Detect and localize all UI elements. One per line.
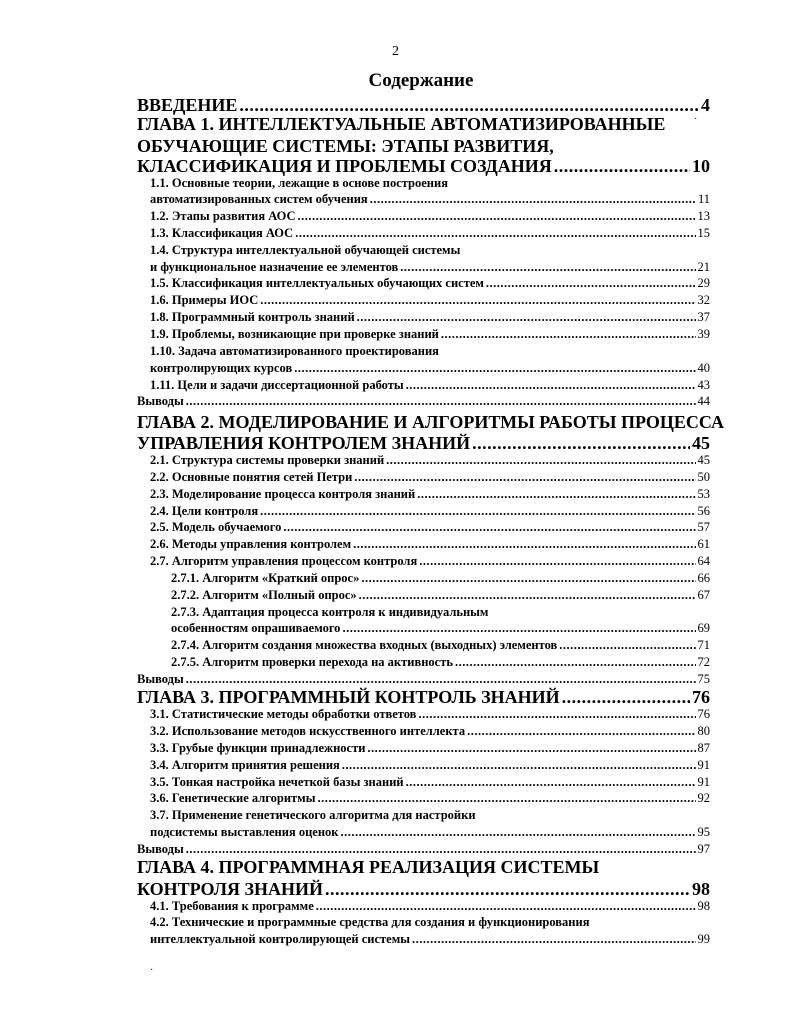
toc-entry [137, 673, 710, 686]
toc-entry [171, 589, 710, 602]
toc-dot-leader [260, 505, 695, 518]
toc-entry [137, 843, 710, 856]
toc-entry-title: 1.6. Примеры ИОС [150, 293, 259, 307]
toc-entry-page: 57 [697, 520, 710, 534]
toc-entry-page: 45 [692, 433, 710, 453]
toc-entry-title: 3.6. Генетические алгоритмы [150, 791, 316, 805]
toc-dot-leader [186, 673, 696, 686]
toc-dot-leader [342, 759, 696, 772]
toc-entry-title: интеллектуальной контролирующей системы [150, 932, 411, 946]
toc-entry-title: УПРАВЛЕНИЯ КОНТРОЛЕМ ЗНАНИЙ [137, 433, 471, 453]
toc-entry-title: 2.5. Модель обучаемого [150, 520, 282, 534]
toc-dot-leader [325, 880, 690, 898]
toc-dot-leader [554, 157, 690, 175]
toc-entry-page: 91 [697, 758, 710, 772]
toc-entry-title: 1.10. Задача автоматизированного проектирования [150, 344, 439, 358]
toc-dot-leader [406, 776, 696, 789]
toc-entry [171, 639, 710, 652]
toc-entry-page: 69 [697, 621, 710, 635]
toc-entry [150, 933, 710, 946]
toc-entry [171, 622, 710, 635]
toc-entry [150, 538, 710, 551]
toc-entry [171, 606, 488, 619]
toc-dot-leader [412, 933, 695, 946]
toc-dot-leader [467, 725, 695, 738]
toc-entry-title: 1.4. Структура интеллектуальной обучающей системы [150, 243, 461, 257]
toc-entry [150, 345, 439, 358]
toc-entry-title: 3.2. Использование методов искусственного интеллекта [150, 724, 466, 738]
toc-entry-title: 1.1. Основные теории, лежащие в основе построения [150, 176, 448, 190]
toc-entry-title: 3.7. Применение генетического алгоритма для настройки [150, 808, 476, 822]
toc-entry-page: 64 [697, 554, 710, 568]
toc-dot-leader [367, 742, 695, 755]
toc-entry-page: 45 [697, 453, 710, 467]
scan-mark: · [694, 114, 698, 125]
toc-dot-leader [562, 688, 690, 706]
toc-entry [150, 362, 710, 375]
toc-dot-leader [361, 572, 695, 585]
toc-dot-leader [295, 227, 695, 240]
toc-entry-title: 1.11. Цели и задачи диссертационной работы [150, 378, 404, 392]
toc-dot-leader [186, 395, 696, 408]
toc-dot-leader [406, 379, 696, 392]
toc-entry-title: 1.9. Проблемы, возникающие при проверке знаний [150, 327, 439, 341]
toc-entry [171, 656, 710, 669]
toc-entry-page: 75 [697, 672, 710, 686]
toc-dot-leader [417, 488, 695, 501]
toc-entry [150, 826, 710, 839]
toc-entry-page: 99 [697, 932, 710, 946]
toc-entry-page: 91 [697, 775, 710, 789]
toc-entry-title: 1.8. Программный контроль знаний [150, 310, 355, 324]
toc-entry [150, 916, 589, 929]
toc-entry-page: 39 [697, 327, 710, 341]
toc-entry-title: 1.5. Классификация интеллектуальных обучающих систем [150, 276, 484, 290]
toc-entry-title: Выводы [137, 672, 184, 686]
toc-entry-title: 2.7.1. Алгоритм «Краткий опрос» [171, 571, 360, 585]
toc-entry [150, 776, 710, 789]
toc-entry-page: 98 [697, 899, 710, 913]
page-number: 2 [392, 44, 399, 59]
toc-entry [150, 328, 710, 341]
toc-entry-title: ГЛАВА 1. ИНТЕЛЛЕКТУАЛЬНЫЕ АВТОМАТИЗИРОВАННЫЕ [137, 114, 666, 134]
toc-dot-leader [298, 210, 696, 223]
toc-entry [150, 900, 710, 913]
toc-dot-leader [418, 708, 695, 721]
toc-dot-leader [317, 792, 695, 805]
toc-entry-page: 40 [697, 361, 710, 375]
toc-entry-title: 2.6. Методы управления контролем [150, 537, 352, 551]
toc-dot-leader [359, 589, 696, 602]
toc-dot-leader [441, 328, 696, 341]
toc-entry-title: 2.2. Основные понятия сетей Петри [150, 470, 353, 484]
toc-dot-leader [316, 900, 696, 913]
toc-entry-title: подсистемы выставления оценок [150, 825, 339, 839]
toc-entry-title: ГЛАВА 3. ПРОГРАММНЫЙ КОНТРОЛЬ ЗНАНИЙ [137, 687, 560, 707]
toc-entry [150, 471, 710, 484]
toc-entry [150, 809, 476, 822]
toc-entry [137, 395, 710, 408]
toc-entry-page: 92 [697, 791, 710, 805]
toc-entry-page: 37 [697, 310, 710, 324]
toc-dot-leader [486, 277, 696, 290]
toc-dot-leader [357, 311, 696, 324]
toc-dot-leader [239, 96, 699, 114]
toc-entry-page: 13 [697, 209, 710, 223]
toc-entry-title: 3.5. Тонкая настройка нечеткой базы знаний [150, 775, 404, 789]
toc-entry-title: 2.7.2. Алгоритм «Полный опрос» [171, 588, 357, 602]
toc-dot-leader [419, 555, 695, 568]
toc-dot-leader [283, 521, 695, 534]
toc-dot-leader [354, 471, 695, 484]
toc-entry-page: 71 [697, 638, 710, 652]
toc-entry [150, 708, 710, 721]
toc-entry [150, 261, 710, 274]
toc-entry-title: ГЛАВА 4. ПРОГРАММНАЯ РЕАЛИЗАЦИЯ СИСТЕМЫ [137, 857, 600, 877]
toc-entry-title: 2.3. Моделирование процесса контроля знаний [150, 487, 416, 501]
toc-entry-page: 50 [697, 470, 710, 484]
toc-entry [137, 96, 710, 114]
toc-entry-page: 67 [697, 588, 710, 602]
page-title: Содержание [368, 70, 474, 91]
toc-entry [150, 725, 710, 738]
toc-entry-page: 4 [701, 95, 710, 115]
toc-dot-leader [260, 294, 695, 307]
toc-entry [137, 880, 710, 898]
toc-entry-page: 56 [697, 504, 710, 518]
toc-entry-page: 87 [697, 741, 710, 755]
toc-entry-title: 2.7.3. Адаптация процесса контроля к индивидуальным [171, 605, 489, 619]
toc-entry-page: 32 [697, 293, 710, 307]
toc-entry-title: ВВЕДЕНИЕ [137, 95, 238, 115]
toc-entry-title: 4.1. Требования к программе [150, 899, 314, 913]
toc-entry-title: Выводы [137, 394, 184, 408]
toc-dot-leader [386, 454, 695, 467]
toc-entry [137, 858, 599, 876]
toc-entry-page: 44 [697, 394, 710, 408]
toc-entry-title: Выводы [137, 842, 184, 856]
toc-entry-page: 80 [697, 724, 710, 738]
toc-entry [150, 521, 710, 534]
toc-entry [150, 792, 710, 805]
toc-entry-title: ОБУЧАЮЩИЕ СИСТЕМЫ: ЭТАПЫ РАЗВИТИЯ, [137, 136, 554, 156]
toc-entry [150, 244, 460, 257]
toc-entry [137, 137, 554, 155]
toc-entry-title: 2.7.4. Алгоритм создания множества входных (выходных) элементов [171, 638, 558, 652]
toc-entry-title: 3.4. Алгоритм принятия решения [150, 758, 340, 772]
toc-dot-leader [342, 622, 695, 635]
toc-dot-leader [353, 538, 695, 551]
toc-entry-title: и функциональное назначение ее элементов [150, 260, 399, 274]
toc-dot-leader [370, 193, 696, 206]
toc-dot-leader [559, 639, 695, 652]
toc-entry [150, 277, 710, 290]
toc-entry-page: 98 [692, 879, 710, 899]
toc-entry [137, 413, 724, 431]
toc-entry [137, 434, 710, 452]
toc-entry-page: 76 [697, 707, 710, 721]
toc-entry [150, 759, 710, 772]
toc-dot-leader [294, 362, 695, 375]
toc-entry [150, 488, 710, 501]
toc-entry-page: 53 [697, 487, 710, 501]
toc-entry-page: 15 [697, 226, 710, 240]
toc-entry [137, 157, 710, 175]
toc-entry [150, 177, 448, 190]
toc-entry-page: 97 [697, 842, 710, 856]
toc-dot-leader [472, 434, 690, 452]
toc-entry [150, 454, 710, 467]
toc-entry [171, 572, 710, 585]
toc-entry-title: 4.2. Технические и программные средства для создания и функционирования [150, 915, 590, 929]
toc-entry [150, 505, 710, 518]
toc-dot-leader [455, 656, 696, 669]
toc-entry-page: 11 [697, 192, 710, 206]
toc-entry [150, 742, 710, 755]
toc-entry-title: КЛАССИФИКАЦИЯ И ПРОБЛЕМЫ СОЗДАНИЯ [137, 156, 552, 176]
toc-entry-title: автоматизированных систем обучения [150, 192, 368, 206]
toc-entry-title: 3.3. Грубые функции принадлежности [150, 741, 366, 755]
toc-entry-page: 29 [697, 276, 710, 290]
toc-entry [150, 379, 710, 392]
toc-entry-title: 2.4. Цели контроля [150, 504, 259, 518]
toc-entry-title: 2.7.5. Алгоритм проверки перехода на активность [171, 655, 453, 669]
toc-dot-leader [186, 843, 696, 856]
toc-entry-title: 1.2. Этапы развития АОС [150, 209, 296, 223]
toc-entry-page: 10 [692, 156, 710, 176]
toc-entry-title: 2.1. Структура системы проверки знаний [150, 453, 385, 467]
toc-entry [137, 115, 665, 133]
toc-entry-title: 2.7. Алгоритм управления процессом контроля [150, 554, 418, 568]
toc-entry [137, 688, 710, 706]
toc-entry [150, 227, 710, 240]
toc-entry-page: 76 [692, 687, 710, 707]
toc-entry-title: контролирующих курсов [150, 361, 293, 375]
toc-entry-title: особенностям опрашиваемого [171, 621, 341, 635]
toc-entry-page: 61 [697, 537, 710, 551]
toc-entry-page: 66 [697, 571, 710, 585]
scan-mark: · [150, 965, 154, 976]
toc-entry-page: 21 [697, 260, 710, 274]
toc-entry-title: 3.1. Статистические методы обработки ответов [150, 707, 417, 721]
toc-entry-title: ГЛАВА 2. МОДЕЛИРОВАНИЕ И АЛГОРИТМЫ РАБОТЫ ПРОЦЕССА [137, 412, 724, 432]
toc-entry [150, 311, 710, 324]
toc-entry [150, 294, 710, 307]
toc-entry-page: 72 [697, 655, 710, 669]
toc-entry [150, 193, 710, 206]
toc-entry-title: КОНТРОЛЯ ЗНАНИЙ [137, 879, 324, 899]
toc-entry [150, 210, 710, 223]
toc-entry-page: 43 [697, 378, 710, 392]
toc-dot-leader [400, 261, 695, 274]
toc-entry [150, 555, 710, 568]
toc-dot-leader [341, 826, 696, 839]
toc-entry-page: 95 [697, 825, 710, 839]
toc-entry-title: 1.3. Классификация АОС [150, 226, 294, 240]
